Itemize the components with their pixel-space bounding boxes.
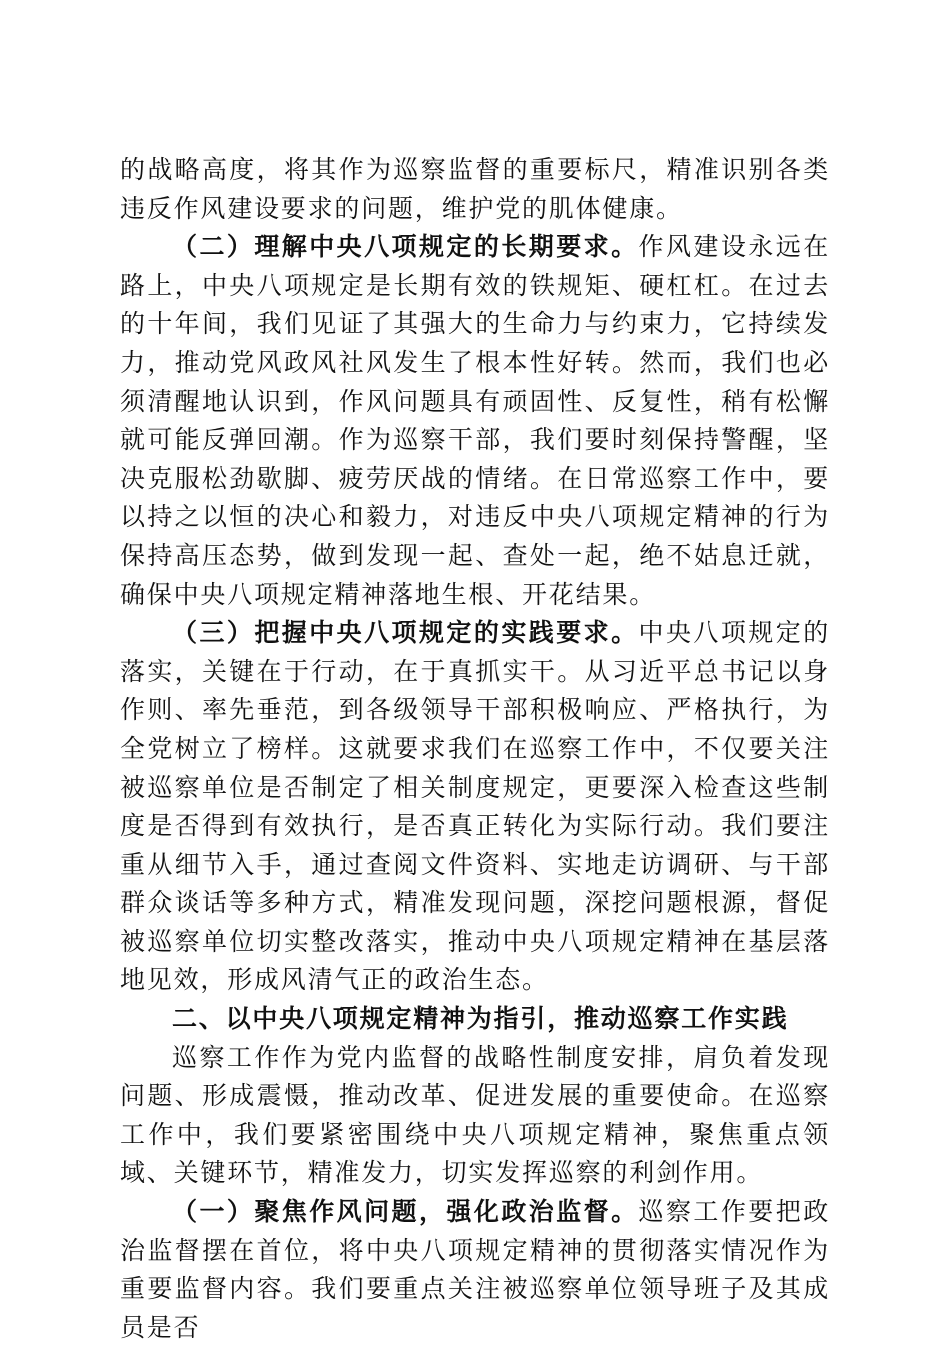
paragraph-body: 的战略高度，将其作为巡察监督的重要标尺，精准识别各类违反作风建设要求的问题，维护党的肌体健康。 bbox=[120, 155, 830, 223]
paragraph-body: 中央八项规定的落实，关键在于行动，在于真抓实干。从习近平总书记以身作则、率先垂范，到各级领导干部积极响应、严格执行，为全党树立了榜样。这就要求我们在巡察工作中，不仅要关注被巡察单位是否制定了相关制度规定，更要深入检查这些制度是否得到有效执行，是否真正转化为实际行动。我们要注重从细节入手，通过查阅文件资料、实地走访调研、与干部群众谈话等多种方式，精准发现问题，深挖问题根源，督促被巡察单位切实整改落实，推动中央八项规定精神在基层落地见效，形成风清气正的政治生态。 bbox=[120, 618, 830, 995]
paragraph-political-supervision bbox=[120, 1193, 830, 1347]
paragraph-lead: （三）把握中央八项规定的实践要求。 bbox=[172, 618, 639, 648]
paragraph-body: 巡察工作要把政治监督摆在首位，将中央八项规定精神的贯彻落实情况作为重要监督内容。我们要重点关注被巡察单位领导班子及其成员是否 bbox=[120, 1197, 830, 1342]
paragraph-body: 作风建设永远在路上，中央八项规定是长期有效的铁规矩、硬杠杠。在过去的十年间，我们见证了其强大的生命力与约束力，它持续发力，推动党风政风社风发生了根本性好转。然而，我们也必须清醒地认识到，作风问题具有顽固性、反复性，稍有松懈就可能反弹回潮。作为巡察干部，我们要时刻保持警醒，坚决克服松劲歇脚、疲劳厌战的情绪。在日常巡察工作中，要以持之以恒的决心和毅力，对违反中央八项规定精神的行为保持高压态势，做到发现一起、查处一起，绝不姑息迁就，确保中央八项规定精神落地生根、开花结果。 bbox=[120, 232, 830, 609]
section-heading: 二、以中央八项规定精神为指引，推动巡察工作实践 bbox=[172, 1004, 789, 1034]
paragraph-long-term-requirement bbox=[120, 228, 830, 614]
section-intro: 巡察工作作为党内监督的战略性制度安排，肩负着发现问题、形成震慑，推动改革、促进发展的重要使命。在巡察工作中，我们要紧密围绕中央八项规定精神，聚焦重点领域、关键环节，精准发力，切实发挥巡察的利剑作用。 bbox=[120, 1042, 830, 1188]
paragraph-continued bbox=[120, 151, 830, 228]
paragraph-lead: （一）聚焦作风问题，强化政治监督。 bbox=[172, 1197, 639, 1227]
paragraph-practice-requirement bbox=[120, 614, 830, 1000]
paragraph-lead: （二）理解中央八项规定的长期要求。 bbox=[172, 232, 639, 262]
